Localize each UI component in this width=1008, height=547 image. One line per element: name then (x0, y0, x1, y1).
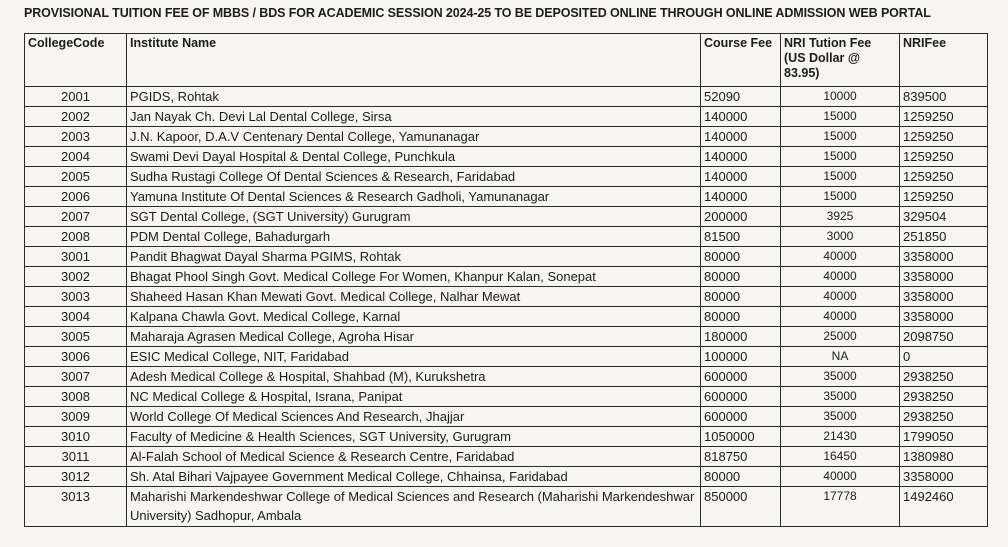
course-fee-cell: 600000 (701, 367, 781, 387)
nri-tuition-usd-cell: 35000 (781, 387, 900, 407)
nri-tuition-usd-cell: NA (781, 347, 900, 367)
header-college-code: CollegeCode (25, 34, 127, 87)
college-code-cell: 2006 (25, 187, 127, 207)
nri-fee-cell: 839500 (900, 87, 988, 107)
institute-name-cell: NC Medical College & Hospital, Israna, Panipat (127, 387, 701, 407)
course-fee-cell: 600000 (701, 387, 781, 407)
institute-name-cell: World College Of Medical Sciences And Research, Jhajjar (127, 407, 701, 427)
nri-tuition-usd-cell: 40000 (781, 467, 900, 487)
institute-name-cell: Bhagat Phool Singh Govt. Medical College For Women, Khanpur Kalan, Sonepat (127, 267, 701, 287)
college-code-cell: 2005 (25, 167, 127, 187)
course-fee-cell: 80000 (701, 267, 781, 287)
nri-fee-cell: 251850 (900, 227, 988, 247)
table-row (25, 187, 988, 207)
college-code-cell: 2004 (25, 147, 127, 167)
header-row (25, 34, 988, 87)
college-code-cell: 3002 (25, 267, 127, 287)
nri-fee-cell: 3358000 (900, 267, 988, 287)
course-fee-cell: 818750 (701, 447, 781, 467)
college-code-cell: 3009 (25, 407, 127, 427)
course-fee-cell: 80000 (701, 467, 781, 487)
nri-tuition-usd-cell: 17778 (781, 487, 900, 527)
table-row (25, 407, 988, 427)
institute-name-cell: J.N. Kapoor, D.A.V Centenary Dental College, Yamunanagar (127, 127, 701, 147)
college-code-cell: 2002 (25, 107, 127, 127)
nri-tuition-usd-cell: 35000 (781, 367, 900, 387)
nri-tuition-usd-cell: 40000 (781, 267, 900, 287)
table-row (25, 307, 988, 327)
nri-tuition-usd-cell: 15000 (781, 107, 900, 127)
college-code-cell: 2001 (25, 87, 127, 107)
table-row (25, 487, 988, 527)
course-fee-cell: 850000 (701, 487, 781, 527)
institute-name-cell: Shaheed Hasan Khan Mewati Govt. Medical College, Nalhar Mewat (127, 287, 701, 307)
course-fee-cell: 140000 (701, 107, 781, 127)
institute-name-cell: Sudha Rustagi College Of Dental Sciences & Research, Faridabad (127, 167, 701, 187)
table-row (25, 387, 988, 407)
institute-name-cell: Maharishi Markendeshwar College of Medical Sciences and Research (Maharishi Markendeshwar University) Sadhopur, Ambala (127, 487, 701, 527)
institute-name-cell: SGT Dental College, (SGT University) Gurugram (127, 207, 701, 227)
college-code-cell: 2008 (25, 227, 127, 247)
course-fee-cell: 600000 (701, 407, 781, 427)
college-code-cell: 3007 (25, 367, 127, 387)
table-row (25, 327, 988, 347)
nri-fee-cell: 2938250 (900, 387, 988, 407)
table-row (25, 467, 988, 487)
course-fee-cell: 140000 (701, 167, 781, 187)
table-row (25, 267, 988, 287)
nri-fee-cell: 1259250 (900, 187, 988, 207)
institute-name-cell: Pandit Bhagwat Dayal Sharma PGIMS, Rohtak (127, 247, 701, 267)
institute-name-cell: Maharaja Agrasen Medical College, Agroha Hisar (127, 327, 701, 347)
nri-fee-cell: 1259250 (900, 107, 988, 127)
course-fee-cell: 180000 (701, 327, 781, 347)
college-code-cell: 3011 (25, 447, 127, 467)
institute-name-cell: Sh. Atal Bihari Vajpayee Government Medical College, Chhainsa, Faridabad (127, 467, 701, 487)
institute-name-cell: Faculty of Medicine & Health Sciences, SGT University, Gurugram (127, 427, 701, 447)
table-row (25, 447, 988, 467)
document-title: PROVISIONAL TUITION FEE OF MBBS / BDS FOR ACADEMIC SESSION 2024-25 TO BE DEPOSITED ONLINE THROUGH ONLINE ADMISSION WEB PORTAL (24, 6, 931, 20)
nri-fee-cell: 1492460 (900, 487, 988, 527)
nri-fee-cell: 329504 (900, 207, 988, 227)
nri-tuition-usd-cell: 15000 (781, 187, 900, 207)
nri-fee-cell: 2938250 (900, 367, 988, 387)
table-row (25, 147, 988, 167)
header-course-fee: Course Fee (701, 34, 781, 87)
nri-tuition-usd-cell: 15000 (781, 167, 900, 187)
nri-fee-cell: 3358000 (900, 307, 988, 327)
institute-name-cell: Jan Nayak Ch. Devi Lal Dental College, Sirsa (127, 107, 701, 127)
course-fee-cell: 80000 (701, 287, 781, 307)
nri-tuition-usd-cell: 40000 (781, 287, 900, 307)
nri-fee-cell: 2938250 (900, 407, 988, 427)
table-row (25, 167, 988, 187)
institute-name-cell: PGIDS, Rohtak (127, 87, 701, 107)
nri-fee-cell: 3358000 (900, 247, 988, 267)
institute-name-cell: ESIC Medical College, NIT, Faridabad (127, 347, 701, 367)
fee-table (24, 33, 988, 527)
nri-fee-cell: 2098750 (900, 327, 988, 347)
table-row (25, 427, 988, 447)
nri-tuition-usd-cell: 16450 (781, 447, 900, 467)
course-fee-cell: 81500 (701, 227, 781, 247)
nri-fee-cell: 1259250 (900, 147, 988, 167)
college-code-cell: 3005 (25, 327, 127, 347)
header-nri-tuition-usd: NRI Tution Fee (US Dollar @ 83.95) (781, 34, 900, 87)
course-fee-cell: 200000 (701, 207, 781, 227)
table-row (25, 127, 988, 147)
institute-name-cell: Al-Falah School of Medical Science & Research Centre, Faridabad (127, 447, 701, 467)
college-code-cell: 3013 (25, 487, 127, 527)
college-code-cell: 2007 (25, 207, 127, 227)
nri-tuition-usd-cell: 10000 (781, 87, 900, 107)
nri-tuition-usd-cell: 3925 (781, 207, 900, 227)
table-row (25, 287, 988, 307)
course-fee-cell: 52090 (701, 87, 781, 107)
table-row (25, 107, 988, 127)
table-row (25, 87, 988, 107)
course-fee-cell: 140000 (701, 127, 781, 147)
course-fee-cell: 80000 (701, 247, 781, 267)
institute-name-cell: PDM Dental College, Bahadurgarh (127, 227, 701, 247)
nri-tuition-usd-cell: 40000 (781, 247, 900, 267)
college-code-cell: 3003 (25, 287, 127, 307)
nri-tuition-usd-cell: 35000 (781, 407, 900, 427)
college-code-cell: 3001 (25, 247, 127, 267)
course-fee-cell: 1050000 (701, 427, 781, 447)
nri-tuition-usd-cell: 25000 (781, 327, 900, 347)
college-code-cell: 2003 (25, 127, 127, 147)
course-fee-cell: 80000 (701, 307, 781, 327)
college-code-cell: 3006 (25, 347, 127, 367)
college-code-cell: 3004 (25, 307, 127, 327)
table-row (25, 227, 988, 247)
nri-fee-cell: 0 (900, 347, 988, 367)
institute-name-cell: Kalpana Chawla Govt. Medical College, Karnal (127, 307, 701, 327)
institute-name-cell: Adesh Medical College & Hospital, Shahbad (M), Kurukshetra (127, 367, 701, 387)
institute-name-cell: Swami Devi Dayal Hospital & Dental College, Punchkula (127, 147, 701, 167)
college-code-cell: 3010 (25, 427, 127, 447)
nri-tuition-usd-cell: 3000 (781, 227, 900, 247)
course-fee-cell: 140000 (701, 147, 781, 167)
table-row (25, 347, 988, 367)
nri-fee-cell: 1380980 (900, 447, 988, 467)
nri-fee-cell: 3358000 (900, 287, 988, 307)
nri-fee-cell: 1259250 (900, 167, 988, 187)
college-code-cell: 3012 (25, 467, 127, 487)
nri-fee-cell: 1259250 (900, 127, 988, 147)
header-nri-fee: NRIFee (900, 34, 988, 87)
table-row (25, 247, 988, 267)
course-fee-cell: 100000 (701, 347, 781, 367)
nri-tuition-usd-cell: 40000 (781, 307, 900, 327)
nri-fee-cell: 1799050 (900, 427, 988, 447)
table-row (25, 207, 988, 227)
nri-tuition-usd-cell: 15000 (781, 127, 900, 147)
header-institute-name: Institute Name (127, 34, 701, 87)
college-code-cell: 3008 (25, 387, 127, 407)
table-row (25, 367, 988, 387)
nri-tuition-usd-cell: 21430 (781, 427, 900, 447)
institute-name-cell: Yamuna Institute Of Dental Sciences & Research Gadholi, Yamunanagar (127, 187, 701, 207)
course-fee-cell: 140000 (701, 187, 781, 207)
nri-fee-cell: 3358000 (900, 467, 988, 487)
nri-tuition-usd-cell: 15000 (781, 147, 900, 167)
